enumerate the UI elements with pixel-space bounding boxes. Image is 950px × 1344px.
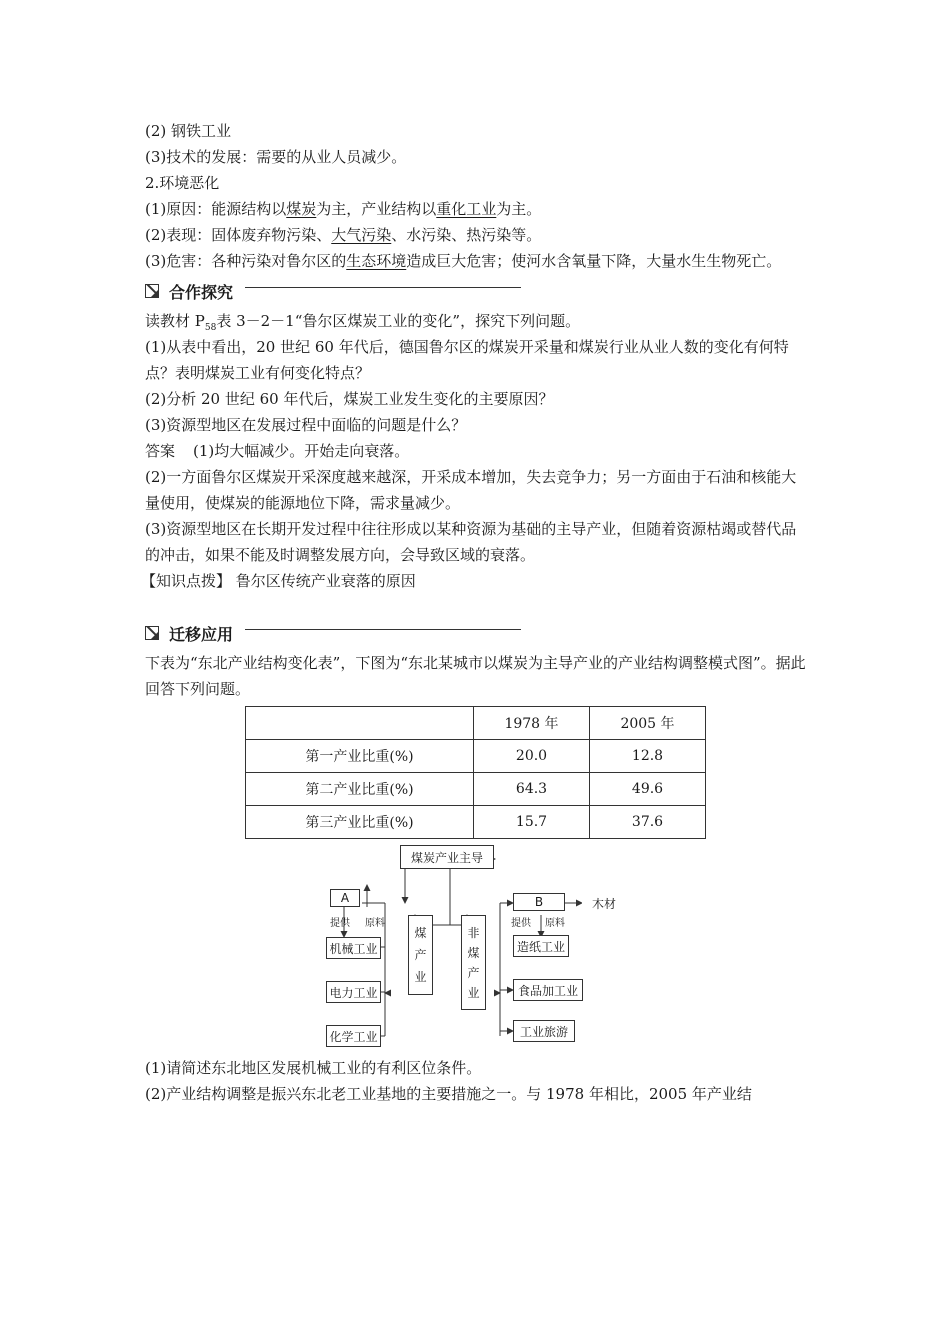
transfer-intro: 下表为“东北产业结构变化表”，下图为“东北某城市以煤炭为主导产业的产业结构调整模式图”。据此回答下列问题。 [145, 654, 806, 698]
section-header-transfer [145, 618, 810, 648]
non-coal-industry-box: 非 煤 产 业 [461, 915, 486, 1010]
industrial-tourism-box: 工业旅游 [513, 1020, 575, 1042]
material-label: 原料 [365, 918, 385, 929]
box-a: A [330, 889, 360, 907]
table-cell: 49.6 [590, 773, 706, 806]
question-1: (1)从表中看出，20 世纪 60 年代后，德国鲁尔区的煤炭开采量和煤炭行业从业人数的变化有何特点？表明煤炭工业有何变化特点？ [145, 338, 789, 382]
table-cell: 第一产业比重(%) [246, 740, 474, 773]
chemical-industry-box: 化学工业 [326, 1025, 381, 1047]
industry-structure-table [245, 706, 706, 839]
transfer-question-1: (1)请简述东北地区发展机械工业的有利区位条件。 [145, 1059, 482, 1077]
text-line: 2.环境恶化 [145, 174, 220, 192]
coal-dominant-box: 煤炭产业主导 [400, 845, 494, 869]
wood-label: 木材 [582, 893, 626, 913]
question-3: (3)资源型地区在发展过程中面临的问题是什么？ [145, 416, 467, 434]
provide-label: 提供 [511, 918, 531, 929]
table-header: 1978 年 [474, 707, 590, 740]
food-processing-box: 食品加工业 [513, 979, 583, 1001]
table-header [246, 707, 474, 740]
table-header-row [246, 707, 706, 740]
table-cell: 15.7 [474, 806, 590, 839]
section-title: 合作探究 [169, 282, 234, 302]
answer-1: (1)均大幅减少。开始走向衰落。 [193, 442, 410, 460]
provide-label: 提供 [330, 918, 350, 929]
document-page [141, 118, 810, 1107]
table-cell: 64.3 [474, 773, 590, 806]
paper-industry-box: 造纸工业 [513, 935, 569, 957]
table-row [246, 740, 706, 773]
answer-line [145, 438, 810, 464]
answer-2: (2)一方面鲁尔区煤炭开采深度越来越深，开采成本增加，失去竞争力；另一方面由于石油和核能大量使用，使煤炭的能源地位下降，需求量减少。 [145, 468, 797, 512]
underlined-answer: 生态环境 [346, 252, 407, 270]
question-2: (2)分析 20 世纪 60 年代后，煤炭工业发生变化的主要原因？ [145, 390, 554, 408]
text-span: 读教材 P [145, 312, 205, 330]
coal-industry-box: 煤 产 业 [408, 915, 433, 995]
table-cell: 37.6 [590, 806, 706, 839]
section-marker-icon [145, 626, 159, 640]
text-span: (2)表现：固体废弃物污染、 [145, 226, 332, 244]
text-line [145, 222, 810, 248]
box-b: B [513, 893, 565, 911]
text-span: 为主。 [496, 200, 542, 218]
text-span: (1)原因：能源结构以 [145, 200, 287, 218]
text-line: (2) 钢铁工业 [145, 122, 232, 140]
answer-label: 答案 [145, 442, 176, 460]
section-rule [245, 618, 521, 630]
text-line [145, 196, 810, 222]
text-line: (3)技术的发展：需要的从业人员减少。 [145, 148, 407, 166]
page-subscript: 58 [204, 323, 217, 333]
section-header-cooperation [145, 276, 810, 306]
industry-adjustment-diagram [145, 845, 810, 1051]
table-row [246, 773, 706, 806]
text-paragraph [145, 248, 810, 274]
section-title: 迁移应用 [169, 624, 234, 644]
machinery-industry-box: 机械工业 [326, 937, 381, 959]
text-line [145, 308, 810, 334]
table-cell: 第三产业比重(%) [246, 806, 474, 839]
underlined-answer: 重化工业 [436, 200, 497, 218]
underlined-answer: 大气污染 [331, 226, 392, 244]
table-cell: 12.8 [590, 740, 706, 773]
section-rule [245, 276, 521, 288]
table-header: 2005 年 [590, 707, 706, 740]
text-span: 、水污染、热污染等。 [391, 226, 542, 244]
table-cell: 第二产业比重(%) [246, 773, 474, 806]
text-span: (3)危害：各种污染对鲁尔区的 [145, 252, 347, 270]
section-marker-icon [145, 284, 159, 298]
text-span: 为主，产业结构以 [316, 200, 437, 218]
material-label: 原料 [545, 918, 565, 929]
table-cell: 20.0 [474, 740, 590, 773]
answer-3: (3)资源型地区在长期开发过程中往往形成以某种资源为基础的主导产业，但随着资源枯竭或替代品的冲击，如果不能及时调整发展方向，会导致区域的衰落。 [145, 520, 797, 564]
underlined-answer: 煤炭 [286, 200, 317, 218]
knowledge-tip: 【知识点拨】 鲁尔区传统产业衰落的原因 [141, 572, 416, 590]
table-row [246, 806, 706, 839]
transfer-question-2: (2)产业结构调整是振兴东北老工业基地的主要措施之一。与 1978 年相比，2005 年产业结 [145, 1085, 752, 1103]
text-span: 表 3－2－1“鲁尔区煤炭工业的变化”，探究下列问题。 [216, 312, 581, 330]
power-industry-box: 电力工业 [326, 981, 381, 1003]
text-span: 造成巨大危害；使河水含氧量下降，大量水生生物死亡。 [406, 252, 782, 270]
